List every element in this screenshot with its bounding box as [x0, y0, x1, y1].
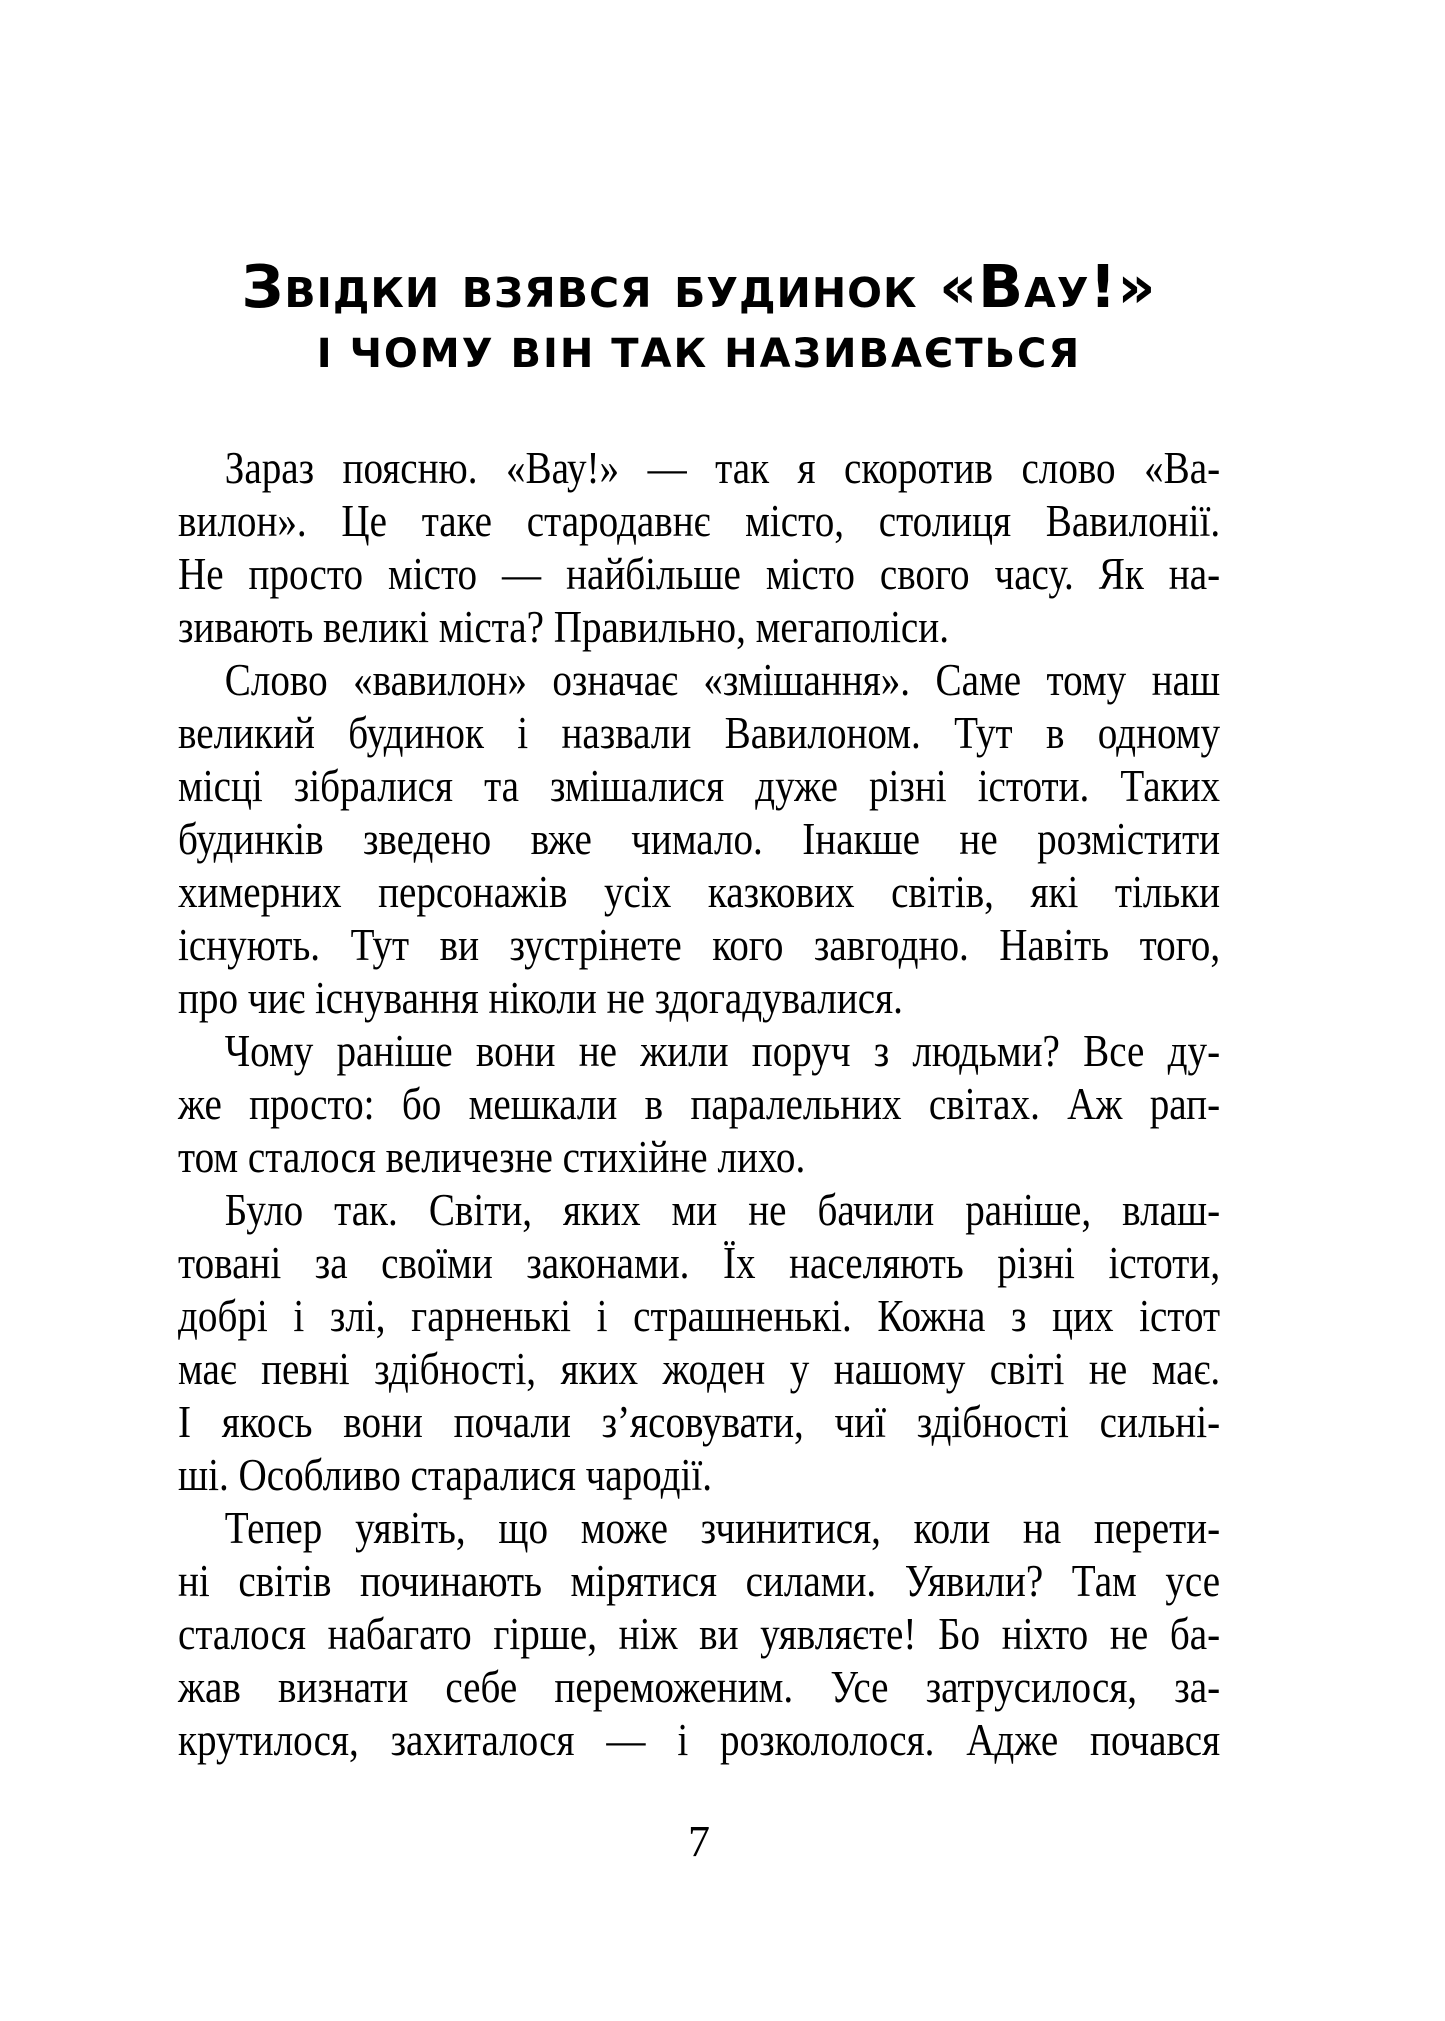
- text-line: добрі і злі, гарненькі і страшненькі. Кожна з цих істот: [178, 1290, 1221, 1341]
- chapter-title-line-1: Звідки взявся будинок «Вау!»: [241, 252, 1157, 321]
- text-line: Не просто місто — найбільше місто свого часу. Як на-: [178, 548, 1221, 599]
- chapter-title-line-2: І ЧОМУ ВІН ТАК НАЗИВАЄТЬСЯ: [316, 331, 1082, 377]
- text-line: зивають великі міста? Правильно, мегаполіси.: [178, 601, 949, 652]
- text-line: існують. Тут ви зустрінете кого завгодно. Навіть того,: [178, 919, 1221, 970]
- text-line: Було так. Світи, яких ми не бачили раніше, влаш-: [224, 1184, 1221, 1235]
- text-line: сталося набагато гірше, ніж ви уявляєте! Бо ніхто не ба-: [178, 1608, 1221, 1659]
- text-line: про чиє існування ніколи не здогадувалися.: [178, 972, 903, 1023]
- text-line: місці зібралися та змішалися дуже різні істоти. Таких: [178, 760, 1221, 811]
- text-line: же просто: бо мешкали в паралельних світах. Аж рап-: [178, 1078, 1221, 1129]
- paragraph: [178, 653, 1220, 1024]
- paragraph: [178, 1024, 1220, 1183]
- text-line: вилон». Це таке стародавнє місто, столиця Вавилонії.: [178, 495, 1221, 546]
- text-line: крутилося, захиталося — і розкололося. Адже почався: [178, 1714, 1221, 1765]
- text-line: химерних персонажів усіх казкових світів, які тільки: [178, 866, 1221, 917]
- text-line: І якось вони почали з’ясовувати, чиї здібності сильні-: [178, 1396, 1221, 1447]
- text-line: Слово «вавилон» означає «змішання». Саме тому наш: [224, 654, 1221, 705]
- text-line: ні світів починають мірятися силами. Уявили? Там усе: [178, 1555, 1221, 1606]
- text-line: Чому раніше вони не жили поруч з людьми? Все ду-: [224, 1025, 1221, 1076]
- paragraph: [178, 441, 1220, 653]
- text-line: товані за своїми законами. Їх населяють різні істоти,: [178, 1237, 1221, 1288]
- body-text-column: [178, 441, 1220, 1766]
- text-line: має певні здібності, яких жоден у нашому світі не має.: [178, 1343, 1221, 1394]
- paragraph: [178, 1501, 1220, 1766]
- text-line: великий будинок і назвали Вавилоном. Тут в одному: [178, 707, 1221, 758]
- text-line: будинків зведено вже чимало. Інакше не розмістити: [178, 813, 1221, 864]
- text-line: Тепер уявіть, що може зчинитися, коли на перети-: [224, 1502, 1221, 1553]
- text-line: том сталося величезне стихійне лихо.: [178, 1131, 806, 1182]
- paragraph: [178, 1183, 1220, 1501]
- text-line: ші. Особливо старалися чародії.: [178, 1449, 712, 1500]
- text-line: жав визнати себе переможеним. Усе затрусилося, за-: [178, 1661, 1221, 1712]
- page-number: 7: [688, 1817, 710, 1866]
- text-line: Зараз поясню. «Вау!» — так я скоротив слово «Ва-: [224, 442, 1221, 493]
